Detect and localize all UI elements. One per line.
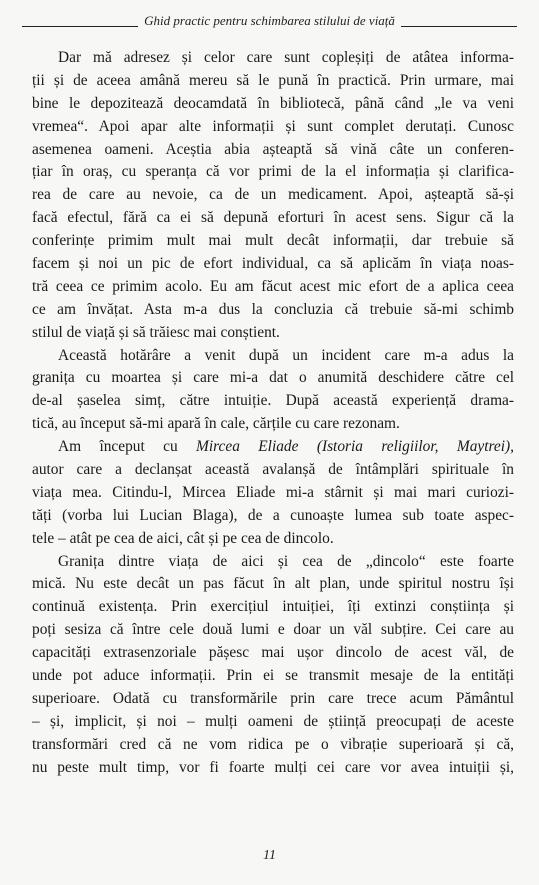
text-line: tică, au început să-mi apară în cale, cărțile cu care rezonam. — [32, 415, 400, 433]
text-line: bine le depozitează deocamdată în bibliotecă, până când „le va veni — [32, 94, 514, 112]
text-line: asemenea oameni. Aceștia abia așteaptă să vină câte un conferen- — [32, 140, 514, 158]
text-run: Am început cu — [58, 438, 197, 456]
text-line: autor care a declanșat această avalanșă de întâmplări spirituale în — [32, 461, 514, 479]
text-line: țiar în oraș, cu speranța că vor primi de la el informația și clarifica- — [32, 163, 514, 181]
text-line: nu peste mult timp, vor fi foarte mulți cei care vor avea intuiții și, — [32, 758, 514, 776]
text-line: facă efectul, fără ca ei să depună eforturi în acest sens. Sigur că la — [32, 209, 514, 227]
text-line: de-al șaselea simț, către intuiție. După această experiență drama- — [32, 392, 514, 410]
header-rule-right — [401, 26, 517, 27]
text-line: conferințe primim mult mai mult decât informații, dar trebuie să — [32, 232, 514, 250]
text-line: tăți (vorba lui Lucian Blaga), de a cunoaște lumea sub toate aspec- — [32, 506, 514, 524]
text-line: unde pot aduce informații. Prin ei se transmit mesaje de la entități — [32, 667, 514, 685]
text-line: continuă existența. Prin exercițiul intuiției, îți extinzi conștiința și — [32, 598, 514, 616]
text-line: Granița dintre viața de aici și cea de „dincolo“ este foarte — [58, 552, 514, 570]
text-line: mică. Nu este decât un pas făcut în alt plan, unde spiritul nostru își — [32, 575, 514, 593]
text-line: rea de care au nevoie, ca de un medicament. Apoi, așteaptă să-și — [32, 186, 514, 204]
text-line: viața mea. Citindu-l, Mircea Eliade mi-a stârnit și mai mari curiozi- — [32, 483, 514, 501]
page-number: 11 — [263, 848, 276, 863]
text-line: facem și noi un pic de efort individual, ca să aplicăm în viața noas- — [32, 255, 514, 273]
text-line: transformări cred că ne vom ridica pe o vibrație superioară și că, — [32, 735, 514, 753]
text-line: Dar mă adresez și celor care sunt copleșiți de atâtea informa- — [58, 49, 514, 66]
book-titles-italic: Mircea Eliade (Istoria religiilor, Maytrei), — [196, 438, 514, 456]
text-line: ții și de aceea amână mereu să le pună în practică. Prin urmare, mai — [32, 71, 514, 89]
text-line — [32, 436, 514, 459]
text-line: – și, implicit, și noi – mulți oameni de știință preocupați de aceste — [32, 712, 514, 730]
text-line: superioare. Odată cu transformările prin care trece acum Pământul — [32, 689, 514, 707]
text-line: ce am învățat. Asta m-a dus la concluzia că trebuie să-mi schimb — [32, 300, 514, 318]
running-header — [22, 9, 517, 33]
text-line: poți sesiza că între cele două lumi e doar un văl subțire. Cei care au — [32, 621, 514, 639]
running-title: Ghid practic pentru schimbarea stilului de viață — [144, 13, 395, 28]
header-rule-left — [22, 26, 138, 27]
body-text — [32, 47, 514, 780]
text-line: granița cu moartea și care mi-a dat o anumită deschidere către cel — [32, 369, 514, 387]
text-line: tele – atât pe cea de aici, cât și pe cea de dincolo. — [32, 529, 334, 547]
text-line: Această hotărâre a venit după un incident care m-a adus la — [58, 346, 514, 364]
text-line: tră ceea ce primim acolo. Eu am făcut acest mic efort de a aplica ceea — [32, 277, 514, 295]
text-line: stilul de viață și să trăiesc mai conștient. — [32, 323, 280, 341]
text-line: vremea“. Apoi apar alte informații și sunt complet derutați. Cunosc — [32, 117, 514, 135]
text-line: capacități extrasenzoriale pășesc mai ușor dincolo de acest văl, de — [32, 644, 514, 662]
